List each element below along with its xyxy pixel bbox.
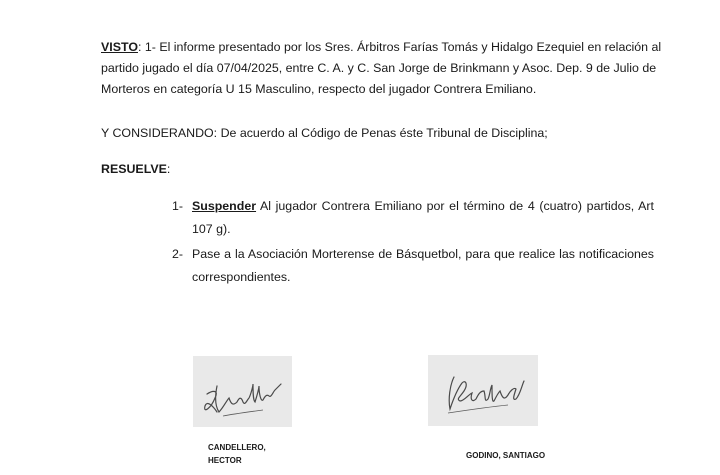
resolution-item-1 [172,195,654,241]
considerando-text: Y CONSIDERANDO: De acuerdo al Código de Penas éste Tribunal de Disciplina; [101,126,548,140]
item-number-1: 1- [172,199,184,213]
resuelve-heading [101,159,654,180]
visto-paragraph [101,37,662,100]
resolution-item-2 [172,243,654,289]
handwritten-signature-candellero [193,356,292,427]
signature-image-godino [428,355,538,426]
visto-label: VISTO [101,40,138,54]
visto-line-3: Morteros en categoría U 15 Masculino, respecto del jugador Contrera Emiliano. [101,82,537,96]
signatory-name-godino [466,449,545,462]
item-body-1 [192,195,654,241]
resuelve-colon: : [166,162,171,176]
item-body-2 [192,243,654,289]
resuelve-label: RESUELVE [101,162,167,176]
considerando-paragraph [101,123,654,144]
item-2-line-2: correspondientes. [192,270,291,284]
signatory-name-candellero [208,441,266,467]
visto-line-2: partido jugado el día 07/04/2025, entre C. A. y C. San Jorge de Brinkmann y Asoc. Dep. 9 de Julio de [101,61,657,75]
item-2-line-1: Pase a la Asociación Morterense de Básquetbol, para que realice las notificaciones [192,247,654,261]
suspender-word: Suspender [192,199,257,213]
item-1-line-1 [192,195,654,218]
signature-image-candellero [193,356,292,427]
signatory-name-line-1: GODINO, SANTIAGO [466,451,546,460]
signatory-name-line-2: HECTOR [208,456,242,465]
item-number-2: 2- [172,247,184,261]
signatory-name-line-1: CANDELLERO, [208,443,266,452]
resuelve-line [101,159,654,180]
item-1-line-1-text: Al jugador Contrera Emiliano por el término de 4 (cuatro) partidos, Art [256,199,654,213]
item-1-line-2: 107 g). [192,222,231,236]
handwritten-signature-godino [428,355,538,426]
visto-line-1 [101,37,662,58]
visto-line-1-text: : 1- El informe presentado por los Sres. Árbitros Farías Tomás y Hidalgo Ezequiel en relación al [137,40,662,54]
